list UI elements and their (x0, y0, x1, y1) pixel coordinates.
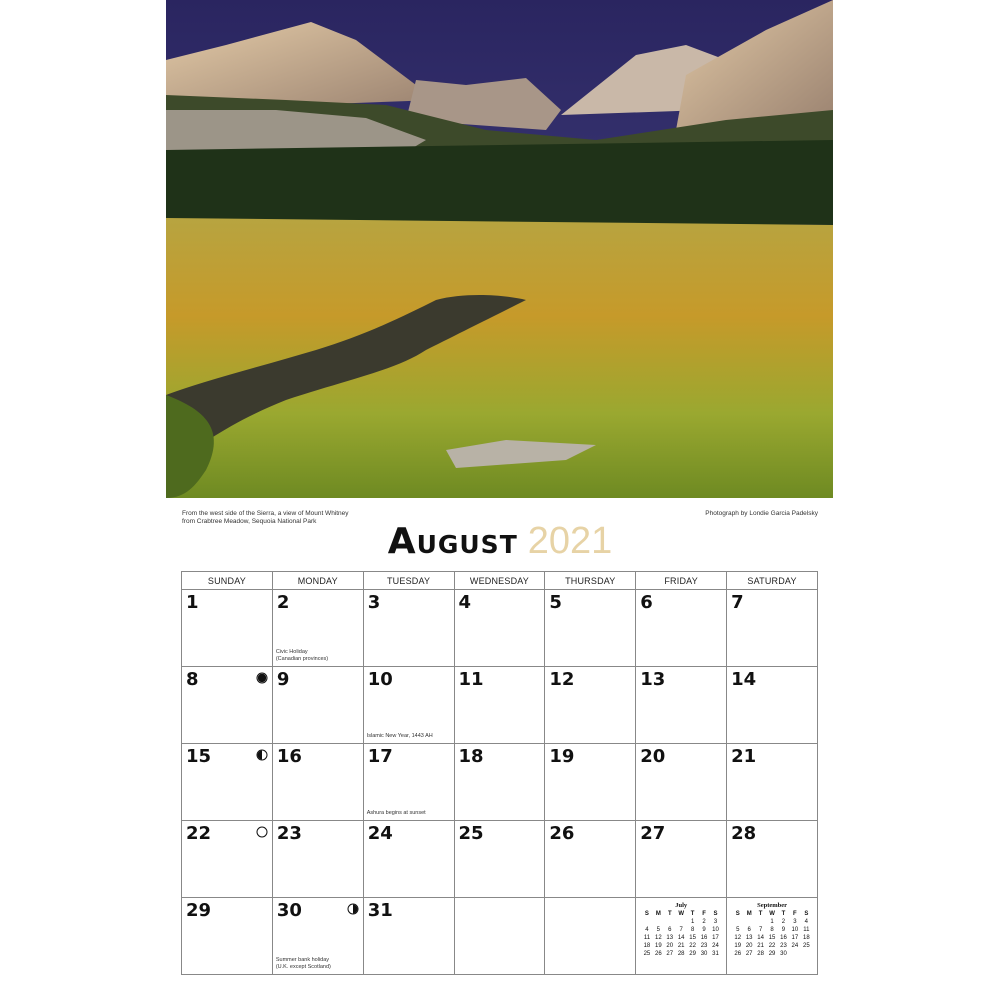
mini-calendar-day: 20 (745, 943, 753, 949)
mini-calendar-week (732, 950, 812, 958)
mini-calendar-weekday: T (758, 911, 763, 917)
mini-calendar-day (641, 918, 652, 926)
day-number: 10 (367, 669, 393, 690)
mini-calendar-weekday: S (644, 911, 649, 917)
mini-calendar-week (732, 926, 812, 934)
day-cell (182, 590, 273, 667)
day-cell (272, 744, 363, 821)
mini-calendar-day: 24 (791, 943, 799, 949)
mini-calendar-day: 25 (802, 943, 810, 949)
last-quarter-moon-icon (347, 903, 359, 915)
mini-calendar-day (653, 918, 664, 926)
month-name: August (387, 521, 518, 562)
day-number: 24 (367, 823, 393, 844)
empty-cell (454, 898, 545, 975)
mini-calendar-day: 4 (804, 919, 808, 925)
mini-calendar-day: 3 (713, 919, 718, 925)
mini-calendar-day: 2 (702, 919, 706, 925)
day-number: 20 (640, 746, 666, 767)
mini-calendar-grid (732, 910, 812, 958)
holiday-note-line: (Canadian provinces) (275, 656, 329, 662)
mini-calendar-day (664, 918, 675, 926)
day-cell (727, 821, 818, 898)
mini-calendar-day: 18 (643, 943, 651, 949)
day-cell (272, 821, 363, 898)
day-cell (454, 590, 545, 667)
mini-calendar-day: 28 (757, 951, 764, 957)
mini-calendar-week (732, 942, 812, 950)
mini-calendar-week (641, 926, 721, 934)
week-row (182, 898, 818, 975)
day-number: 17 (367, 746, 393, 767)
mini-calendar-cell (727, 898, 818, 975)
mini-calendar-day: 27 (745, 951, 753, 957)
mini-calendar-weekday: T (667, 911, 672, 917)
day-cell (363, 821, 454, 898)
weekday-header: THURSDAY (545, 572, 636, 590)
photo-credit: Photograph by Londie Garcia Padelsky (705, 510, 818, 517)
mini-calendar-day: 30 (700, 951, 708, 957)
mini-calendar-day: 12 (655, 935, 662, 941)
weekday-header-row (182, 572, 818, 590)
day-number: 18 (458, 746, 484, 767)
mini-calendar-day: 1 (690, 919, 695, 925)
day-cell (545, 667, 636, 744)
day-cell (545, 744, 636, 821)
mini-calendar-title: July (675, 902, 688, 909)
mini-calendar-weekday: S (713, 911, 718, 917)
day-number: 9 (276, 669, 290, 690)
new-moon-icon (256, 672, 268, 684)
mini-calendar-week (641, 950, 721, 958)
day-number: 23 (276, 823, 302, 844)
weekday-header: FRIDAY (636, 572, 727, 590)
day-cell (363, 898, 454, 975)
mini-calendar-day (801, 950, 812, 958)
mini-calendar-week (641, 918, 721, 926)
mini-calendar-day: 15 (689, 935, 696, 941)
day-number: 22 (186, 823, 212, 844)
day-number: 13 (640, 669, 666, 690)
day-cell (363, 744, 454, 821)
mini-calendar-day: 4 (645, 927, 649, 933)
holiday-note (367, 810, 426, 817)
mini-calendar-day: 31 (712, 951, 719, 957)
mini-calendar-day: 29 (768, 951, 776, 957)
mini-calendar-title: September (757, 902, 788, 909)
day-cell (182, 744, 273, 821)
mini-calendar-day: 28 (677, 951, 685, 957)
mini-calendar-day: 22 (768, 943, 776, 949)
mini-calendar-day: 7 (758, 927, 763, 933)
mini-calendar-cell (636, 898, 727, 975)
mini-calendar-day: 9 (781, 927, 786, 933)
month-grid (181, 571, 818, 975)
day-number: 28 (731, 823, 757, 844)
mini-calendar-day: 11 (643, 935, 651, 941)
mini-calendar-weekday: T (781, 911, 786, 917)
mini-calendar-week (641, 942, 721, 950)
day-cell (636, 744, 727, 821)
mini-calendar-day: 16 (700, 935, 708, 941)
day-cell (363, 590, 454, 667)
mini-calendar-day (675, 918, 686, 926)
day-cell (454, 821, 545, 898)
mini-calendar-day (743, 918, 754, 926)
mini-calendar-weekday: M (655, 911, 661, 917)
mini-calendar-day: 2 (781, 919, 786, 925)
day-number: 1 (186, 592, 199, 613)
mini-calendar-header-row (641, 910, 721, 918)
month-title (0, 520, 1000, 563)
mini-calendar-weekday: W (678, 911, 685, 917)
day-number: 2 (276, 592, 290, 613)
mini-calendar-day: 25 (643, 951, 651, 957)
day-number: 29 (186, 900, 212, 921)
day-number: 21 (731, 746, 757, 767)
mini-calendar-day: 5 (656, 927, 661, 933)
mini-calendar-weekday: W (769, 911, 775, 917)
mini-calendar-day: 8 (770, 927, 774, 933)
day-number: 16 (276, 746, 302, 767)
week-row (182, 590, 818, 667)
first-quarter-moon-icon (256, 749, 268, 761)
landscape-photo (166, 0, 833, 498)
mini-calendar-day: 26 (734, 951, 742, 957)
mini-calendar-weekday: S (804, 911, 809, 917)
mini-calendar-day: 22 (689, 943, 696, 949)
mini-calendar-week (732, 934, 812, 942)
day-cell (727, 667, 818, 744)
day-number: 25 (458, 823, 484, 844)
week-row (182, 667, 818, 744)
day-number: 3 (367, 592, 381, 613)
mini-calendar-day: 24 (712, 943, 719, 949)
day-cell (727, 744, 818, 821)
mini-calendar-day: 14 (757, 935, 764, 941)
weekday-header: SATURDAY (727, 572, 818, 590)
day-number: 7 (731, 592, 744, 613)
day-number: 8 (186, 669, 199, 690)
mini-calendar-day: 6 (747, 927, 751, 933)
holiday-note-line: Islamic New Year, 1443 AH (366, 733, 433, 739)
holiday-note (276, 957, 331, 971)
day-number: 31 (367, 900, 393, 921)
day-number: 27 (640, 823, 666, 844)
day-number: 11 (458, 669, 484, 690)
mini-calendar-day (789, 950, 800, 958)
weekday-header: TUESDAY (363, 572, 454, 590)
full-moon-icon (256, 826, 268, 838)
mini-calendar-day: 6 (668, 927, 672, 933)
day-cell (182, 667, 273, 744)
mini-calendar-weekday: F (793, 911, 797, 917)
holiday-note-line: Summer bank holiday (275, 957, 330, 963)
mini-calendar-header-row (732, 910, 812, 918)
mini-calendar-day: 29 (689, 951, 696, 957)
day-cell (272, 590, 363, 667)
mini-calendar-weekday: F (702, 911, 706, 917)
mini-calendar-day: 14 (677, 935, 685, 941)
mini-calendar (732, 902, 812, 958)
mini-calendar-day: 3 (793, 919, 797, 925)
week-row (182, 821, 818, 898)
mini-calendar-day: 19 (655, 943, 662, 949)
day-cell (454, 744, 545, 821)
mini-calendar-day: 21 (677, 943, 685, 949)
mini-calendar-week (641, 934, 721, 942)
day-number: 12 (549, 669, 575, 690)
day-cell (182, 821, 273, 898)
mini-calendar-day: 20 (666, 943, 674, 949)
empty-cell (545, 898, 636, 975)
day-number: 26 (549, 823, 575, 844)
day-cell (454, 667, 545, 744)
weekday-header: MONDAY (272, 572, 363, 590)
holiday-note-line: Civic Holiday (275, 649, 308, 655)
mini-calendar-day: 30 (780, 951, 787, 957)
day-cell (636, 821, 727, 898)
day-cell (272, 667, 363, 744)
mini-calendar-weekday: T (690, 911, 695, 917)
mini-calendar-day: 16 (780, 935, 787, 941)
mini-calendar-day: 8 (690, 927, 695, 933)
mini-calendar-day: 10 (791, 927, 799, 933)
mini-calendar-day: 15 (768, 935, 776, 941)
mini-calendar-day: 19 (734, 943, 742, 949)
mini-calendar-day: 23 (700, 943, 708, 949)
year-label: 2021 (527, 520, 613, 562)
day-cell (636, 667, 727, 744)
mini-calendar-day: 7 (679, 927, 683, 933)
mini-calendar-day: 18 (802, 935, 810, 941)
holiday-note (276, 649, 328, 663)
day-number: 5 (549, 592, 562, 613)
holiday-note (367, 733, 433, 740)
day-cell (182, 898, 273, 975)
mini-calendar (641, 902, 721, 958)
holiday-note-line: Ashura begins at sunset (366, 810, 426, 816)
mini-calendar-day: 23 (780, 943, 787, 949)
mini-calendar-day: 17 (791, 935, 799, 941)
mini-calendar-day: 9 (702, 927, 706, 933)
day-number: 14 (731, 669, 757, 690)
day-number: 15 (186, 746, 212, 767)
mini-calendar-day: 13 (666, 935, 674, 941)
caption-line-1: From the west side of the Sierra, a view of Mount Whitney (182, 510, 349, 517)
mini-calendar-day: 5 (736, 927, 740, 933)
mini-calendar-weekday: S (735, 911, 740, 917)
caption-line-2: from Crabtree Meadow, Sequoia National Park (182, 518, 317, 525)
mini-calendar-day: 13 (745, 935, 753, 941)
day-number: 19 (549, 746, 575, 767)
mini-calendar-day: 11 (803, 927, 810, 933)
mini-calendar-weekday: M (746, 911, 752, 917)
holiday-note-line: (U.K. except Scotland) (275, 964, 331, 970)
day-cell (636, 590, 727, 667)
mini-calendar-day: 17 (712, 935, 719, 941)
mini-calendar-day (732, 918, 743, 926)
mini-calendar-grid (641, 910, 721, 958)
day-cell (727, 590, 818, 667)
weekday-header: WEDNESDAY (454, 572, 545, 590)
mini-calendar-day: 27 (666, 951, 674, 957)
day-cell (363, 667, 454, 744)
mini-calendar-day: 1 (770, 919, 774, 925)
mini-calendar-day: 10 (712, 927, 719, 933)
mini-calendar-day: 12 (734, 935, 742, 941)
day-number: 30 (276, 900, 302, 921)
day-number: 4 (458, 592, 472, 613)
mini-calendar-week (732, 918, 812, 926)
day-cell (272, 898, 363, 975)
week-row (182, 744, 818, 821)
day-number: 6 (640, 592, 653, 613)
day-cell (545, 821, 636, 898)
mini-calendar-day: 26 (655, 951, 662, 957)
mini-calendar-day (755, 918, 766, 926)
day-cell (545, 590, 636, 667)
weekday-header: SUNDAY (182, 572, 273, 590)
mini-calendar-day: 21 (757, 943, 764, 949)
